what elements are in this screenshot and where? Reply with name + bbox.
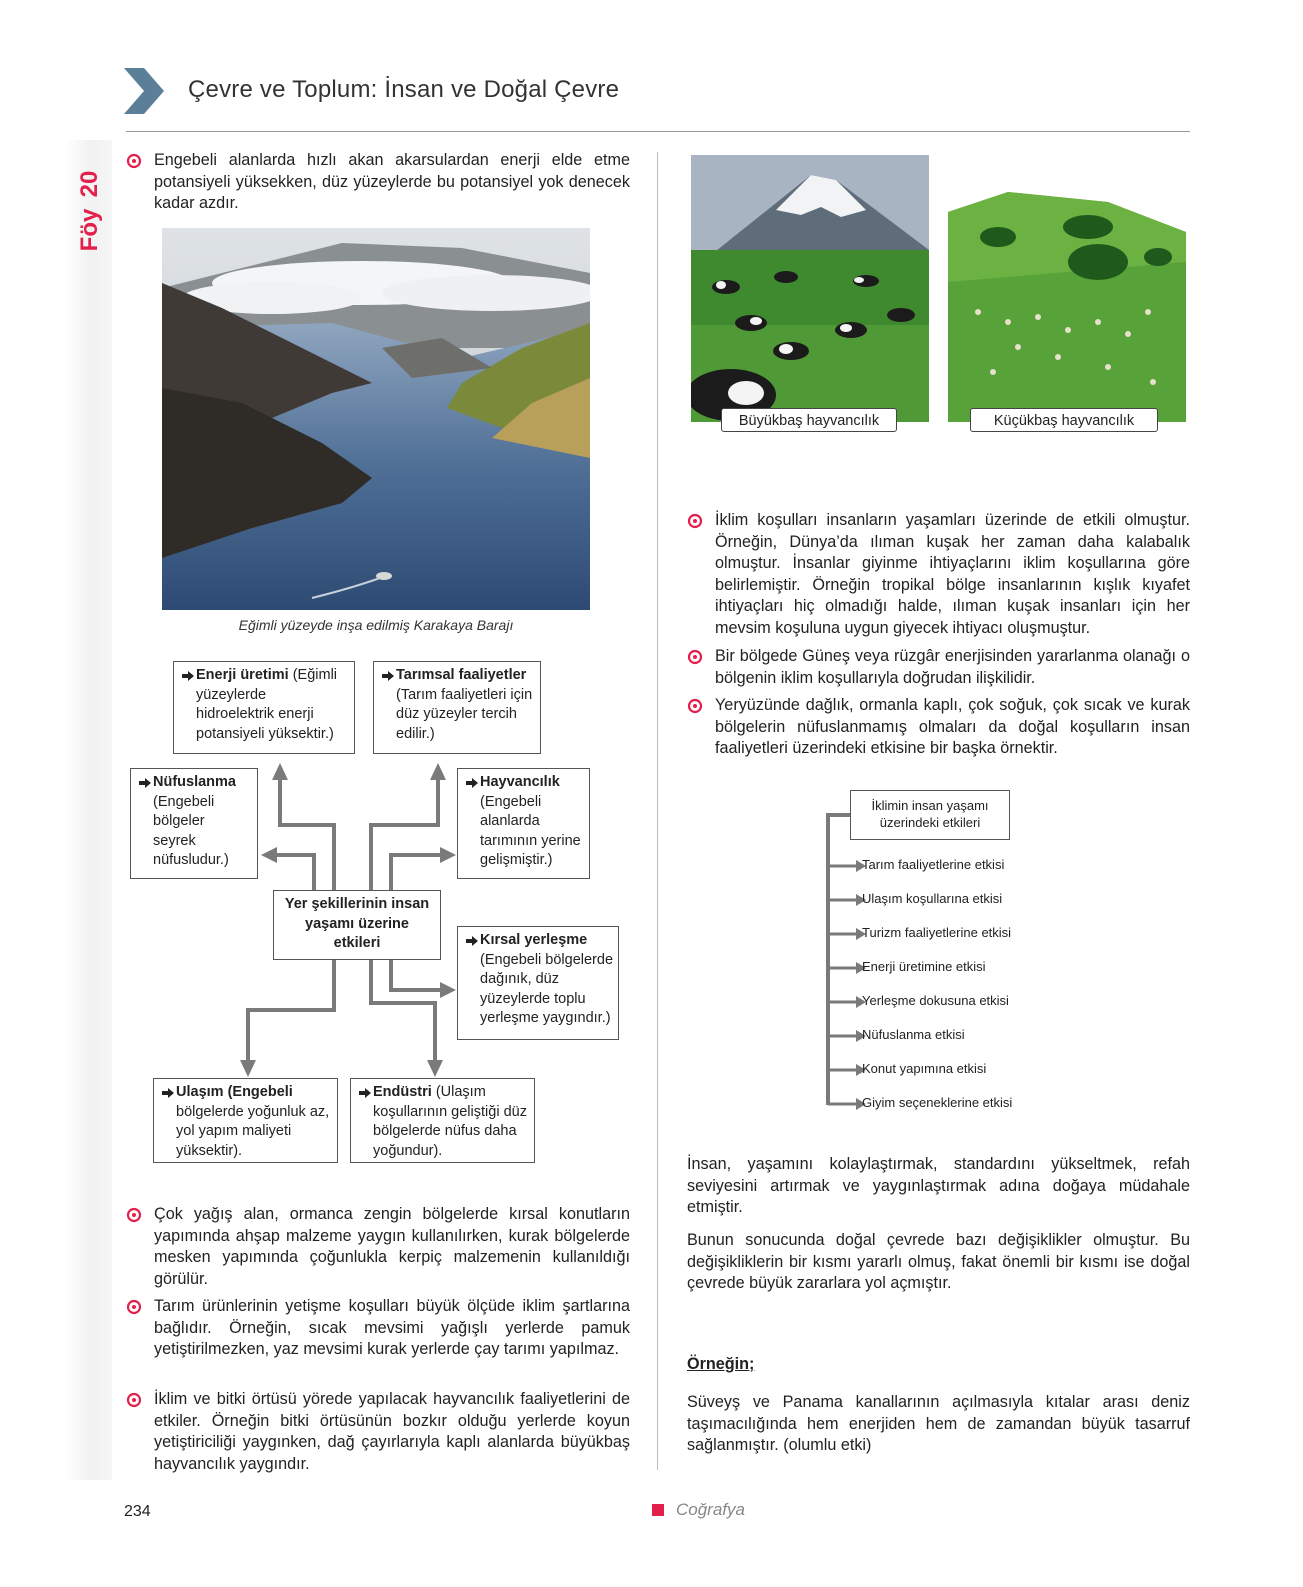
box-title: Kırsal yerleşme xyxy=(480,932,588,948)
box-text: (Ulaşım koşullarının geliştiği düz bölgelerde nüfus daha yoğundur). xyxy=(373,1084,527,1159)
paragraph-intervention: İnsan, yaşamını kolaylaştırmak, standardını yükseltmek, refah seviyesini artırmak ve yaygınlaştırmak adına doğaya müdahale etmiştir. xyxy=(687,1155,1190,1217)
photo-label-sheep: Küçükbaş hayvancılık xyxy=(970,408,1158,432)
target-bullet-icon xyxy=(687,698,703,714)
arrow-bullet-icon xyxy=(466,936,478,946)
tree-item: Turizm faaliyetlerine etkisi xyxy=(862,925,1012,940)
footer-subject: Coğrafya xyxy=(676,1500,745,1519)
box-title: Endüstri xyxy=(373,1084,432,1100)
target-bullet-icon xyxy=(126,1299,142,1315)
bullet-text: Bir bölgede Güneş veya rüzgâr enerjisinden yararlanma olanağı o bölgenin iklim koşullarıyla doğrudan ilişkilidir. xyxy=(715,647,1190,687)
arrow-bullet-icon xyxy=(182,671,194,681)
arrow-bullet-icon xyxy=(162,1088,174,1098)
bullet-text: Tarım ürünlerinin yetişme koşulları büyük ölçüde iklim şartlarına bağlıdır. Örneğin, sıcak mevsimi yağışlı yerlerde pamuk yetiştirilmezken, yaz mevsimi kurak yerlerde çay tarımı yapılmaz. xyxy=(154,1297,630,1359)
target-bullet-icon xyxy=(126,1207,142,1223)
tab-word: Föy xyxy=(76,208,103,252)
box-text: (Tarım faaliyetleri için düz yüzeyler tercih edilir.) xyxy=(396,686,533,742)
footer-square-icon xyxy=(652,1504,664,1516)
box-title: Tarımsal faaliyetler xyxy=(396,667,527,683)
tree-title-box: İklimin insan yaşamı üzerindeki etkileri xyxy=(850,790,1010,840)
sheep-photo xyxy=(948,172,1186,422)
diagram-box-agriculture xyxy=(373,661,541,754)
paragraph-changes: Bunun sonucunda doğal çevrede bazı değişiklikler olmuştur. Bu değişikliklerin bir kısmı yararlı olmuş, fakat önemli bir kısmı ise doğal çevrede büyük zararlara yol açmıştır. xyxy=(687,1231,1190,1293)
box-text: (Eğimli yüzeylerde hidroelektrik enerji potansiyeli yüksektir.) xyxy=(196,667,338,742)
diagram-box-transport xyxy=(153,1078,338,1163)
diagram-box-energy xyxy=(173,661,355,754)
diagram-box-industry xyxy=(350,1078,535,1163)
tree-item: Konut yapımına etkisi xyxy=(862,1061,987,1076)
arrow-bullet-icon xyxy=(382,671,394,681)
photo-label-cattle: Büyükbaş hayvancılık xyxy=(721,408,897,432)
cattle-photo xyxy=(691,155,929,422)
diagram-box-livestock xyxy=(457,768,590,879)
target-bullet-icon xyxy=(126,1392,142,1408)
arrow-bullet-icon xyxy=(466,778,478,788)
box-text: bölgelerde yoğunluk az, yol yapım maliyeti yüksektir). xyxy=(176,1103,330,1159)
paragraph-canals: Süveyş ve Panama kanallarının açılmasıyla kıtalar arası deniz taşımacılığında hem enerjiden hem de zamandan büyük tasarruf sağlanmıştır. (olumlu etki) xyxy=(687,1393,1190,1455)
tree-item: Enerji üretimine etkisi xyxy=(862,959,986,974)
bullet-text: İklim koşulları insanların yaşamları üzerinde de etkili olmuştur. Örneğin, Dünya’da ılıman kuşak her zaman daha kalabalık olmuştur. İnsanlar giyinme ihtiyaçlarını iklim koşullarına göre belirlemiştir. Örneğin tropikal bölge insanlarının kışlık kıyafet ihtiyaçları hiç olmadığı halde, ılıman kuşak insanları için her mevsim koşuluna uygun giyecek ihtiyacı oluşmuştur. xyxy=(715,511,1190,637)
center-box-text: Yer şekillerinin insan yaşamı üzerine etkileri xyxy=(284,896,430,951)
tree-item: Ulaşım koşullarına etkisi xyxy=(862,891,1003,906)
target-bullet-icon xyxy=(687,649,703,665)
tree-item: Tarım faaliyetlerine etkisi xyxy=(862,857,1005,872)
bullet-climate-life xyxy=(715,510,1190,640)
diagram-box-rural-settlement xyxy=(457,926,619,1040)
bullet-solar-wind xyxy=(715,646,1190,689)
box-title: Enerji üretimi xyxy=(196,667,289,683)
box-text: (Engebeli bölgeler seyrek nüfusludur.) xyxy=(153,793,229,868)
bullet-livestock-climate xyxy=(154,1389,630,1475)
box-title: Nüfuslanma xyxy=(153,774,236,790)
bullet-unpopulated-regions xyxy=(715,695,1190,760)
tab-number: 20 xyxy=(76,170,103,198)
diagram-box-population xyxy=(130,768,258,879)
page-title: Çevre ve Toplum: İnsan ve Doğal Çevre xyxy=(188,76,620,103)
page-number: 234 xyxy=(124,1503,151,1520)
bullet-text: İklim ve bitki örtüsü yörede yapılacak hayvancılık faaliyetlerini de etkiler. Örneğin bitki örtüsünün bozkır olduğu yerlerde koyun yetiştiriciliği yaygınken, dağ çayırlarıyla kaplı alanlarda büyükbaş hayvancılık yaygındır. xyxy=(154,1390,630,1473)
photo-caption: Eğimli yüzeyde inşa edilmiş Karakaya Barajı xyxy=(238,617,514,633)
box-text: (Engebeli bölgelerde dağınık, düz yüzeylerde toplu yerleşme yaygındır.) xyxy=(480,951,614,1026)
bullet-text: Yeryüzünde dağlık, ormanla kaplı, çok soğuk, çok sıcak ve kurak bölgelerin nüfuslanmamış olmaları da doğal koşulların insan faaliyetleri üzerindeki etkisine bir başka örnektir. xyxy=(715,696,1190,758)
box-title: Hayvancılık xyxy=(480,774,560,790)
bullet-crop-conditions xyxy=(154,1296,630,1361)
bullet-text: Çok yağış alan, ormanca zengin bölgelerde kırsal konutların yapımında ahşap malzeme yaygın kullanılırken, kurak bölgelerde mesken yapımında çoğunlukla kerpiç malzemenin kullanıldığı görülür. xyxy=(154,1205,630,1288)
box-text: (Engebeli alanlarda tarımının yerine gelişmiştir.) xyxy=(480,793,581,868)
arrow-bullet-icon xyxy=(359,1088,371,1098)
tree-item: Nüfuslanma etkisi xyxy=(862,1027,965,1042)
target-bullet-icon xyxy=(687,513,703,529)
bullet-housing-materials xyxy=(154,1204,630,1290)
tree-item: Yerleşme dokusuna etkisi xyxy=(862,993,1009,1008)
bullet-text: Engebeli alanlarda hızlı akan akarsulardan enerji elde etme potansiyeli yüksekken, düz yüzeylerde bu potansiyel yok denecek kadar azdır. xyxy=(154,151,630,213)
arrow-bullet-icon xyxy=(139,778,151,788)
tree-item: Giyim seçeneklerine etkisi xyxy=(862,1095,1013,1110)
example-heading: Örneğin; xyxy=(687,1355,755,1373)
box-title: Ulaşım (Engebeli xyxy=(176,1084,293,1100)
diagram-center-box xyxy=(273,890,441,960)
